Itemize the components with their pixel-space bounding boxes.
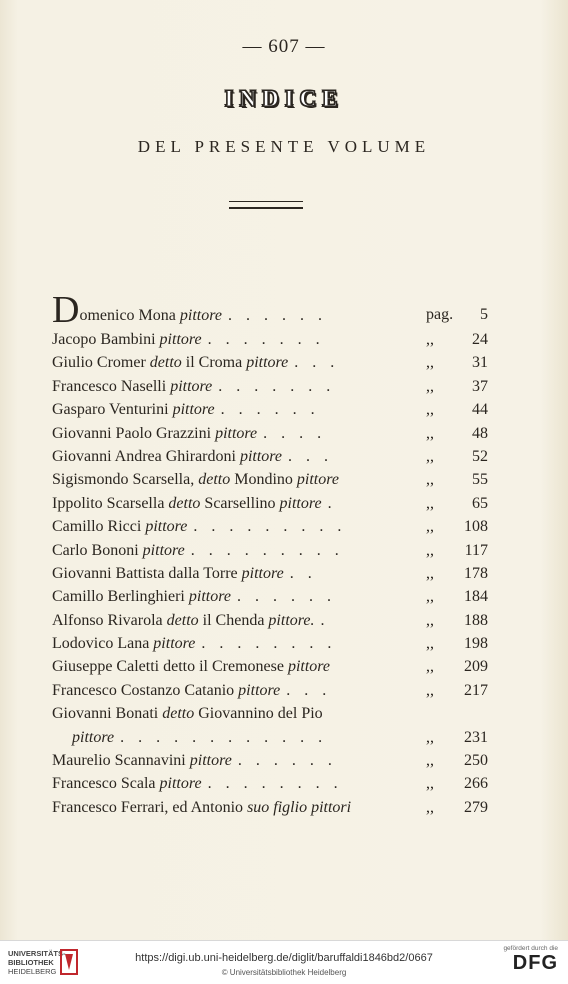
- toc-entry-text: [52, 772, 343, 795]
- leader-dots: . . . . . . . . .: [193, 518, 347, 536]
- toc-entry-text: [52, 422, 326, 445]
- page-reference: 24: [472, 331, 488, 348]
- decorative-rule: [229, 201, 303, 209]
- page-marker: ,,: [426, 447, 434, 465]
- leader-dots: . . .: [288, 447, 334, 465]
- leader-dots: . . . .: [263, 424, 327, 442]
- entry-name: Francesco Ferrari, ed Antonio: [52, 798, 248, 816]
- entry-role: pittore: [172, 401, 215, 419]
- toc-entry: [52, 515, 488, 538]
- entry-role: pittore: [145, 518, 188, 536]
- entry-role: pittore: [179, 307, 222, 324]
- toc-entry-text: [52, 515, 346, 538]
- page-reference: 55: [472, 471, 488, 489]
- library-name-line3: HEIDELBERG: [8, 967, 57, 976]
- entry-name-continued: Mondino: [230, 471, 297, 489]
- entry-role-continued: pittore: [279, 494, 322, 512]
- page-reference: 65: [472, 494, 488, 512]
- entry-name: Lodovico Lana: [52, 635, 154, 653]
- toc-entry: [52, 772, 488, 795]
- library-name-line1: UNIVERSITÄTS-: [8, 949, 66, 958]
- page-reference: 231: [464, 728, 488, 746]
- entry-role-continued: pittore: [246, 354, 289, 372]
- entry-role: pittore: [72, 728, 115, 746]
- toc-entry-text: [52, 398, 320, 421]
- page-marker: ,,: [426, 541, 434, 559]
- entry-role-continued: pittore.: [268, 611, 315, 629]
- leader-dots: . . . . . . .: [218, 377, 336, 395]
- page-reference: 279: [464, 798, 488, 816]
- leader-dots: . . . . . .: [220, 401, 320, 419]
- page-reference: 31: [472, 354, 488, 372]
- toc-entry: [52, 289, 488, 331]
- leader-dots: . . . . . . .: [207, 331, 325, 348]
- toc-entry: [52, 398, 488, 421]
- library-name-line2: BIBLIOTHEK: [8, 958, 54, 967]
- entry-role: pittore: [188, 588, 231, 606]
- dfg-logo[interactable]: [503, 945, 558, 974]
- entry-name: Ippolito Scarsella: [52, 494, 169, 512]
- toc-entry: [52, 655, 488, 678]
- entry-role: pittore: [215, 424, 258, 442]
- copyright-notice: © Universitätsbibliothek Heidelberg: [221, 968, 347, 977]
- page-reference: 117: [464, 541, 488, 559]
- toc-entry: [52, 422, 488, 445]
- page-marker: ,,: [426, 471, 434, 489]
- entry-name: Giovanni Paolo Grazzini: [52, 424, 216, 442]
- toc-entry-text: [52, 679, 331, 702]
- toc-entry: [52, 796, 488, 819]
- toc-entry: [52, 609, 488, 632]
- page-marker: ,,: [426, 377, 434, 395]
- permalink-url[interactable]: https://digi.ub.uni-heidelberg.de/diglit/baruffaldi1846bd2/0667: [135, 952, 433, 964]
- entry-role: pittore: [238, 681, 281, 699]
- entry-role: pittore: [142, 541, 185, 559]
- toc-entry: [52, 445, 488, 468]
- entry-name: Sigismondo Scarsella,: [52, 471, 199, 489]
- toc-entry: [52, 328, 488, 351]
- entry-name: Francesco Scala: [52, 775, 160, 793]
- page-marker: ,,: [426, 424, 434, 442]
- entry-role-continued: pittore: [296, 471, 339, 489]
- toc-entry-text: [52, 632, 336, 655]
- entry-name-continued: Giovannino del Pio: [194, 705, 323, 723]
- toc-entry-text: [52, 749, 337, 772]
- leader-dots: . . . . . .: [236, 588, 336, 606]
- page-reference: 184: [464, 588, 488, 606]
- toc-entry-text: [52, 328, 325, 351]
- leader-dots: .: [327, 494, 337, 512]
- entry-name: Camillo Berlinghieri: [52, 588, 189, 606]
- leader-dots: . . . . . . . . .: [190, 541, 344, 559]
- toc-entry: [52, 375, 488, 398]
- entry-name: Maurelio Scannavini: [52, 752, 190, 770]
- page-reference: 198: [464, 635, 488, 653]
- toc-entry: [52, 468, 488, 491]
- entry-role: detto: [162, 705, 195, 723]
- entry-role: pittore: [239, 447, 283, 465]
- entry-name: Giovanni Andrea Ghirardoni: [52, 447, 240, 465]
- toc-entry: [52, 726, 488, 749]
- entry-name: Giuseppe Caletti detto il Cremonese: [52, 658, 288, 676]
- page-reference: 178: [464, 564, 488, 582]
- drop-initial: D: [52, 289, 80, 331]
- toc-entry: [52, 749, 488, 772]
- entry-role: pittore: [159, 331, 202, 348]
- page-reference: 188: [464, 611, 488, 629]
- page-marker: ,,: [426, 635, 434, 653]
- page-marker: ,,: [426, 775, 434, 793]
- toc-entry-text: [52, 468, 339, 491]
- leader-dots: . . . . . .: [237, 752, 337, 770]
- toc-entry-text: [52, 702, 323, 725]
- page-reference: 52: [472, 447, 488, 465]
- page-marker: ,,: [426, 564, 434, 582]
- entry-name: omenico Mona: [79, 307, 180, 324]
- entry-name: Giovanni Battista dalla Torre: [52, 564, 242, 582]
- toc-entry-text: [52, 375, 335, 398]
- page-reference: 209: [464, 658, 488, 676]
- toc-entry: [52, 351, 488, 374]
- toc-entry: [52, 679, 488, 702]
- toc-entry-text: [52, 655, 330, 678]
- page-reference: 266: [464, 775, 488, 793]
- leader-dots: . . .: [294, 354, 340, 372]
- toc-entry-text: [52, 585, 336, 608]
- entry-name-continued: Scarsellino: [200, 494, 280, 512]
- toc-entry-text: [52, 539, 344, 562]
- page-marker: ,,: [426, 588, 434, 606]
- leader-dots: . .: [289, 564, 317, 582]
- toc-entry-text: [52, 796, 351, 819]
- entry-name: Giovanni Bonati: [52, 705, 163, 723]
- entry-name: Carlo Bononi: [52, 541, 143, 559]
- entry-name: Francesco Naselli: [52, 377, 171, 395]
- page-marker: ,,: [426, 658, 434, 676]
- entry-name-continued: il Chenda: [198, 611, 269, 629]
- toc-entry: [52, 562, 488, 585]
- page-marker: ,,: [426, 518, 434, 536]
- leader-dots: . . . . . . . . . . . .: [120, 728, 328, 746]
- funder-caption: gefördert durch die: [503, 945, 558, 952]
- toc-entry: [52, 702, 488, 725]
- leader-dots: . . . . . . . .: [207, 775, 343, 793]
- page-reference: 108: [464, 518, 488, 536]
- page-marker: ,,: [426, 331, 434, 348]
- toc-entry-text: [52, 351, 339, 374]
- entry-role: detto: [166, 611, 199, 629]
- entry-role: detto: [149, 354, 182, 372]
- entry-role: suo figlio pittori: [247, 798, 352, 816]
- entry-role: detto: [168, 494, 201, 512]
- toc-entry: [52, 492, 488, 515]
- leader-dots: . . .: [286, 681, 332, 699]
- toc-entry-text: [72, 726, 327, 749]
- page-number: — 607 —: [242, 36, 326, 57]
- entry-name: Jacopo Bambini: [52, 331, 160, 348]
- page-reference: 217: [464, 681, 488, 699]
- entry-name: Alfonso Rivarola: [52, 611, 167, 629]
- page-reference: 37: [472, 377, 488, 395]
- entry-role: pittore: [153, 635, 196, 653]
- entry-role: pittore: [241, 564, 284, 582]
- index-subheading: DEL PRESENTE VOLUME: [137, 137, 431, 156]
- entry-role: pittore: [189, 752, 232, 770]
- entry-role: detto: [198, 471, 231, 489]
- entry-name: Giulio Cromer: [52, 354, 150, 372]
- entry-role: pittore: [159, 775, 202, 793]
- page-marker: pag.: [426, 306, 454, 323]
- table-of-contents: [52, 289, 488, 819]
- leader-dots: . . . . . .: [227, 307, 327, 324]
- page-reference: 5: [480, 306, 488, 323]
- leader-dots: . . . . . . . .: [201, 635, 337, 653]
- page-marker: ,,: [426, 728, 434, 746]
- toc-entry-text: [52, 445, 333, 468]
- page-marker: ,,: [426, 611, 434, 629]
- page-marker: ,,: [426, 798, 434, 816]
- page-marker: ,,: [426, 681, 434, 699]
- page-reference: 250: [464, 752, 488, 770]
- page-marker: ,,: [426, 401, 434, 419]
- page-marker: ,,: [426, 354, 434, 372]
- entry-name-continued: il Croma: [181, 354, 247, 372]
- entry-role: pittore: [287, 658, 331, 676]
- funder-name: DFG: [512, 952, 558, 974]
- viewer-footer: [0, 940, 568, 984]
- toc-entry-text: [52, 609, 330, 632]
- page-marker: ,,: [426, 494, 434, 512]
- toc-entry-text: [52, 492, 337, 515]
- page-reference: 44: [472, 401, 488, 419]
- entry-role: pittore: [170, 377, 213, 395]
- entry-name: Gasparo Venturini: [52, 401, 173, 419]
- toc-entry-text: [52, 562, 317, 585]
- index-heading: INDICE: [224, 86, 344, 111]
- toc-entry: [52, 539, 488, 562]
- toc-entry: [52, 585, 488, 608]
- page-reference: 48: [472, 424, 488, 442]
- toc-entry: [52, 632, 488, 655]
- entry-name: Camillo Ricci: [52, 518, 146, 536]
- page-marker: ,,: [426, 752, 434, 770]
- leader-dots: .: [320, 611, 330, 629]
- entry-name: Francesco Costanzo Catanio: [52, 681, 239, 699]
- toc-entry-text: [52, 289, 327, 331]
